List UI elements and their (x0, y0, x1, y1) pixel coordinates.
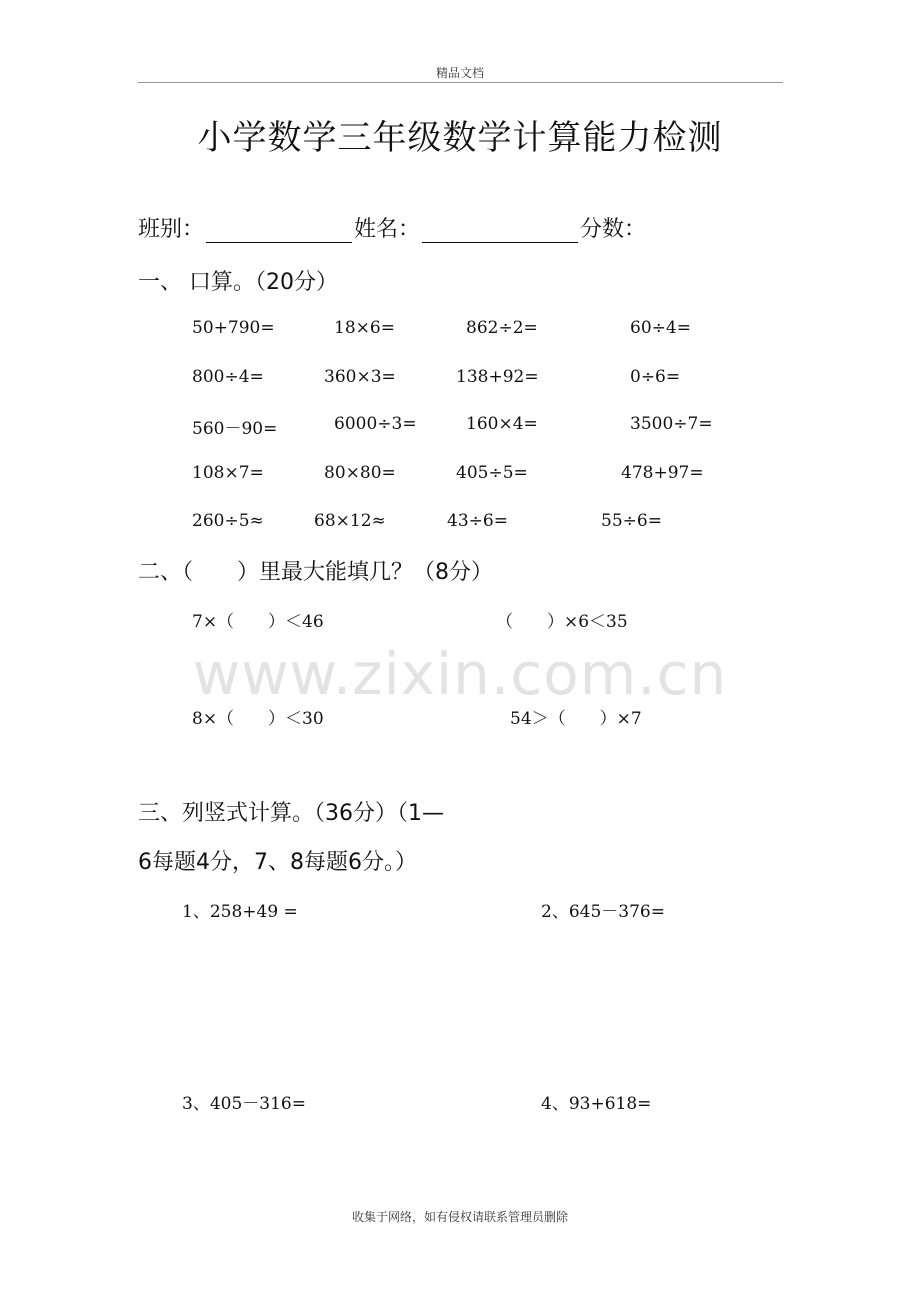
header-divider (138, 82, 783, 83)
problem: 60÷4= (630, 318, 691, 338)
problem: 108×7= (192, 463, 264, 483)
page-header: 精品文档 (435, 66, 484, 80)
problem: 138+92= (456, 367, 539, 387)
problem: 55÷6= (601, 511, 662, 531)
problem: 8×（ ）＜30 (192, 709, 324, 729)
problem: （ ）×6＜35 (496, 612, 628, 632)
class-label: 班别： (138, 217, 205, 242)
problem: 3、405－316= (182, 1094, 306, 1114)
section3-heading-line1: 三、列竖式计算。（36分）（1— (138, 801, 444, 826)
section2-heading: 二、（ ）里最大能填几？（8分） (138, 560, 493, 585)
section1-heading: 一、 口算。（20分） (138, 270, 338, 295)
page-footer: 收集于网络，如有侵权请联系管理员删除 (351, 1210, 568, 1224)
problem: 43÷6= (447, 511, 508, 531)
problem: 54＞（ ）×7 (510, 709, 642, 729)
section3-heading-line2: 6每题4分，7、8每题6分。） (138, 850, 417, 875)
problem: 862÷2= (466, 318, 538, 338)
class-blank[interactable] (206, 216, 352, 243)
problem: 18×6= (334, 318, 395, 338)
watermark: www.zixin.com.cn (192, 640, 728, 708)
problem: 260÷5≈ (192, 511, 264, 531)
problem: 2、645－376= (541, 902, 665, 922)
problem: 800÷4= (192, 367, 264, 387)
problem: 405÷5= (456, 463, 528, 483)
problem: 4、93+618= (541, 1094, 652, 1114)
problem: 6000÷3= (334, 414, 417, 434)
problem: 3500÷7= (630, 414, 713, 434)
problem: 80×80= (324, 463, 396, 483)
problem: 0÷6= (630, 367, 681, 387)
problem: 50+790= (192, 318, 275, 338)
page-title: 小学数学三年级数学计算能力检测 (197, 118, 723, 158)
problem: 1、258+49 = (182, 902, 298, 922)
student-info-row (138, 212, 646, 243)
problem: 560－90= (192, 419, 278, 439)
problem: 7×（ ）＜46 (192, 612, 324, 632)
problem: 360×3= (324, 367, 396, 387)
score-label: 分数： (580, 217, 647, 242)
problem: 160×4= (466, 414, 538, 434)
problem: 68×12≈ (314, 511, 386, 531)
problem: 478+97= (621, 463, 704, 483)
name-blank[interactable] (422, 216, 578, 243)
name-label: 姓名： (354, 217, 421, 242)
